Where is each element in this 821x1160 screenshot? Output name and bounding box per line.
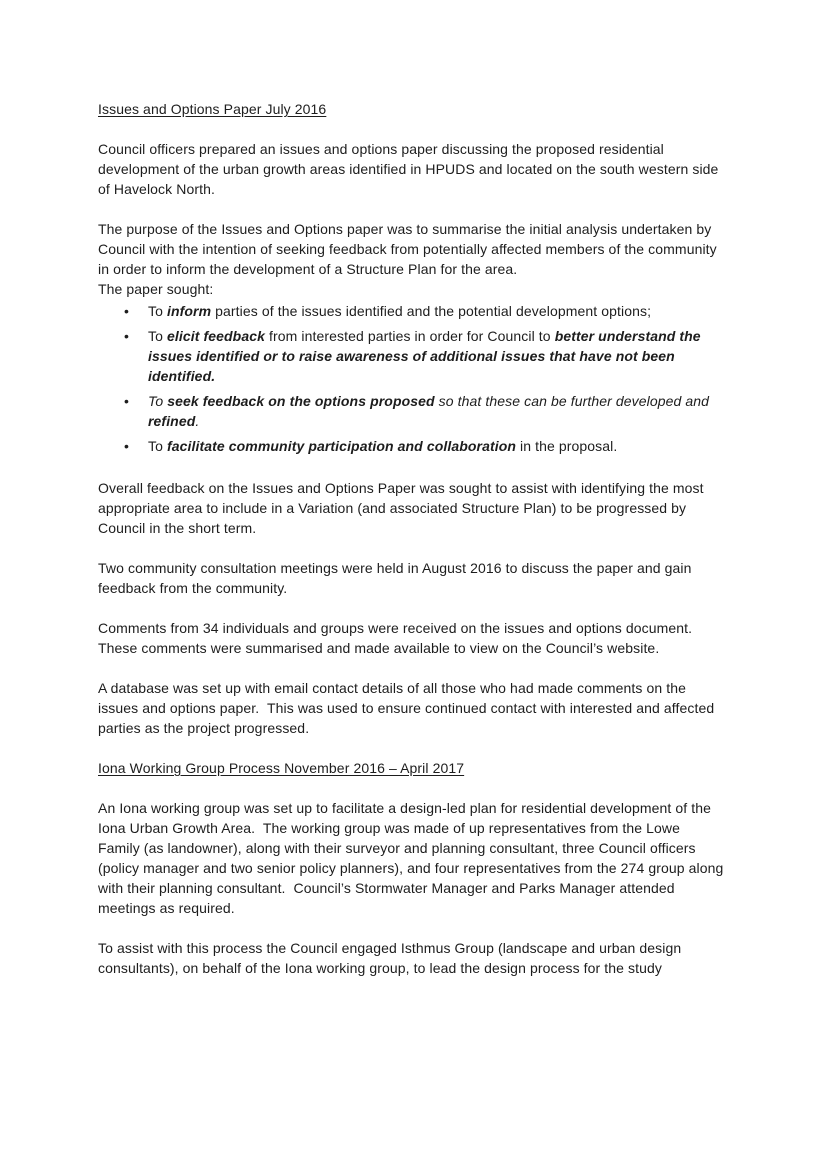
- text-segment: To: [148, 303, 167, 319]
- text-segment: parties of the issues identified and the potential development options;: [211, 303, 652, 319]
- text-segment: .: [195, 413, 200, 429]
- text-segment: from interested parties in order for Council to: [264, 328, 555, 344]
- heading-iona-working-group: Iona Working Group Process November 2016 – April 2017: [98, 760, 465, 776]
- text-segment: in the proposal.: [516, 438, 618, 454]
- text-segment: so that these can be further developed and: [434, 393, 710, 409]
- list-item: [98, 436, 724, 456]
- list-item: [98, 326, 724, 386]
- text-segment: To: [148, 393, 168, 409]
- paragraph-overall-feedback: Overall feedback on the Issues and Options Paper was sought to assist with identifying the most appropriate area to include in a Variation (and associated Structure Plan) to be progressed by Council in the short term.: [98, 480, 708, 536]
- text-segment: facilitate community participation and collaboration: [166, 438, 517, 454]
- paragraph-purpose: The purpose of the Issues and Options paper was to summarise the initial analysis undertaken by Council with the intention of seeking feedback from potentially affected members of the community in order to inform the development of a Structure Plan for the area.: [98, 221, 721, 277]
- text-segment: seek feedback on the options proposed: [167, 393, 435, 409]
- heading-issues-and-options-paper: Issues and Options Paper July 2016: [98, 101, 327, 117]
- paragraph-consultation-meetings: Two community consultation meetings were held in August 2016 to discuss the paper and gain feedback from the community.: [98, 560, 696, 596]
- paragraph-isthmus-group: To assist with this process the Council engaged Isthmus Group (landscape and urban design consultants), on behalf of the Iona working group, to lead the design process for the study: [98, 940, 686, 976]
- text-segment: To: [148, 328, 167, 344]
- text-segment: better understand the issues identified or to raise awareness of additional issues that have not been identified.: [148, 328, 701, 384]
- paragraph-database: A database was set up with email contact details of all those who had made comments on the issues and options paper. This was used to ensure continued contact with interested and affected parties as the project progressed.: [98, 680, 719, 736]
- document-page: [98, 99, 728, 998]
- list-item: [98, 301, 724, 321]
- paragraph-council-officers: Council officers prepared an issues and options paper discussing the proposed residential development of the urban growth areas identified in HPUDS and located on the south western side of Havelock North.: [98, 141, 723, 197]
- text-segment: inform: [166, 303, 212, 319]
- text-segment: To: [148, 438, 167, 454]
- paper-sought-list: [98, 301, 724, 456]
- paragraph-comments-received: Comments from 34 individuals and groups were received on the issues and options document. These comments were summarised and made available to view on the Council’s website.: [98, 620, 700, 656]
- paragraph-iona-working-group: An Iona working group was set up to facilitate a design-led plan for residential development of the Iona Urban Growth Area. The working group was made of up representatives from the Lowe Family (as landowner), along with their surveyor and planning consultant, three Council officers (policy manager and two senior policy planners), and four representatives from the 274 group along with their planning consultant. Council’s Stormwater Manager and Parks Manager attended meetings as required.: [98, 800, 728, 916]
- list-item: [98, 391, 724, 431]
- paper-sought-lead-in: The paper sought:: [98, 281, 214, 297]
- text-segment: elicit feedback: [166, 328, 265, 344]
- text-segment: refined: [148, 413, 196, 429]
